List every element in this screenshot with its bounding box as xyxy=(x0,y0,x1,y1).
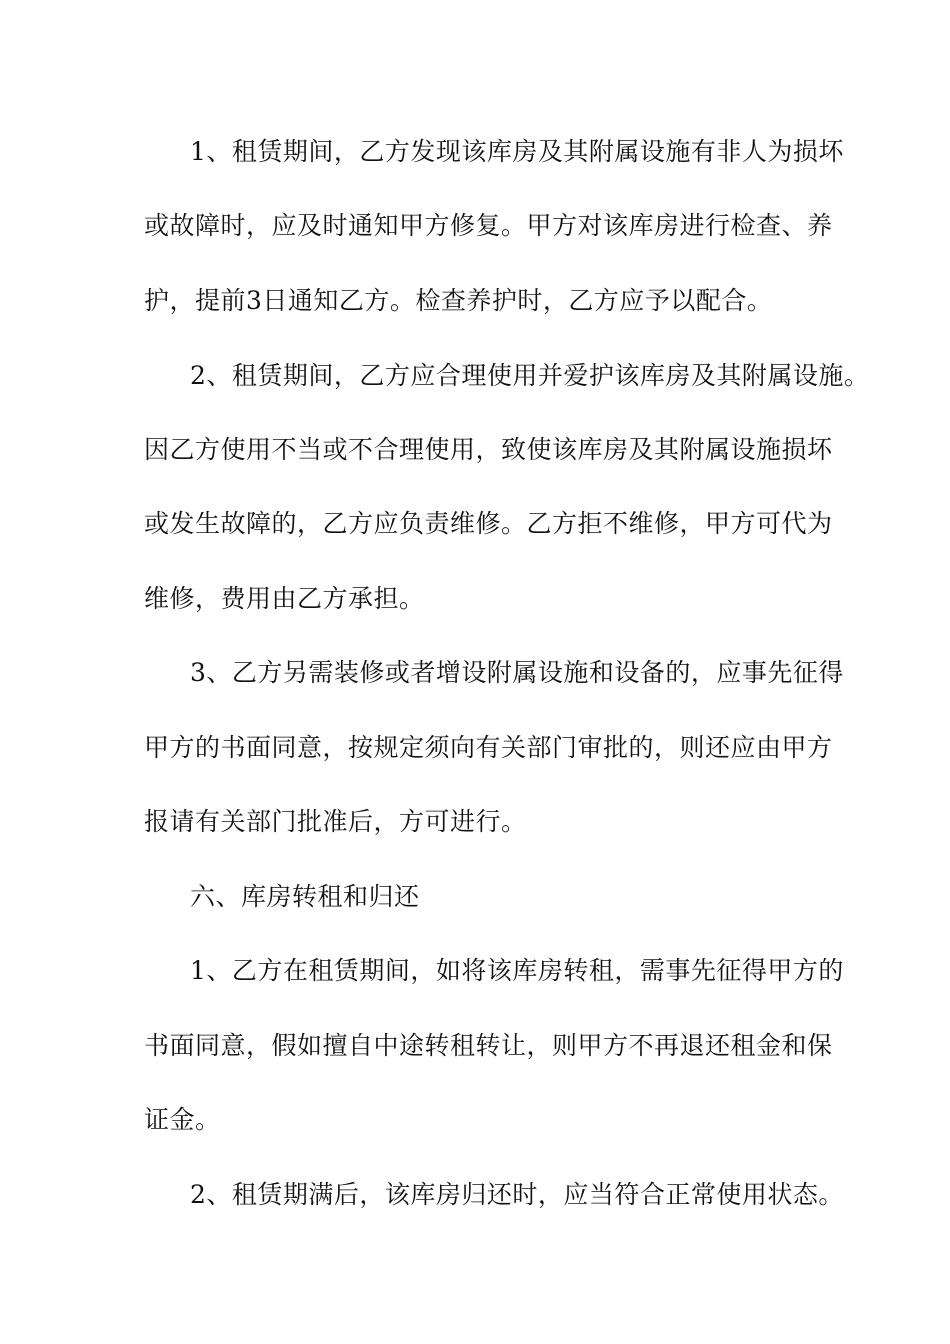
paragraph-2-line-3: 或发生故障的，乙方应负责维修。乙方拒不维修，甲方可代为 xyxy=(144,509,833,538)
paragraph-5-line-1: 2、租赁期满后，该库房归还时，应当符合正常使用状态。 xyxy=(190,1180,844,1209)
paragraph-2-line-1: 2、租赁期间，乙方应合理使用并爱护该库房及其附属设施。 xyxy=(190,361,870,390)
paragraph-4-line-1: 1、乙方在租赁期间，如将该库房转租，需事先征得甲方的 xyxy=(190,956,844,985)
paragraph-1-line-3: 护，提前3日通知乙方。检查养护时，乙方应予以配合。 xyxy=(144,286,773,315)
paragraph-4-line-2: 书面同意，假如擅自中途转租转让，则甲方不再退还租金和保 xyxy=(144,1031,833,1060)
paragraph-4-line-3: 证金。 xyxy=(144,1105,221,1134)
paragraph-2-line-4: 维修，费用由乙方承担。 xyxy=(144,584,425,613)
paragraph-1-line-1: 1、租赁期间，乙方发现该库房及其附属设施有非人为损坏 xyxy=(190,137,844,166)
section-heading: 六、库房转租和归还 xyxy=(190,882,420,911)
paragraph-1-line-2: 或故障时，应及时通知甲方修复。甲方对该库房进行检查、养 xyxy=(144,211,833,240)
paragraph-3-line-2: 甲方的书面同意，按规定须向有关部门审批的，则还应由甲方 xyxy=(144,733,833,762)
paragraph-2-line-2: 因乙方使用不当或不合理使用，致使该库房及其附属设施损坏 xyxy=(144,435,833,464)
paragraph-3-line-1: 3、乙方另需装修或者增设附属设施和设备的，应事先征得 xyxy=(190,658,844,687)
paragraph-3-line-3: 报请有关部门批准后，方可进行。 xyxy=(144,807,527,836)
